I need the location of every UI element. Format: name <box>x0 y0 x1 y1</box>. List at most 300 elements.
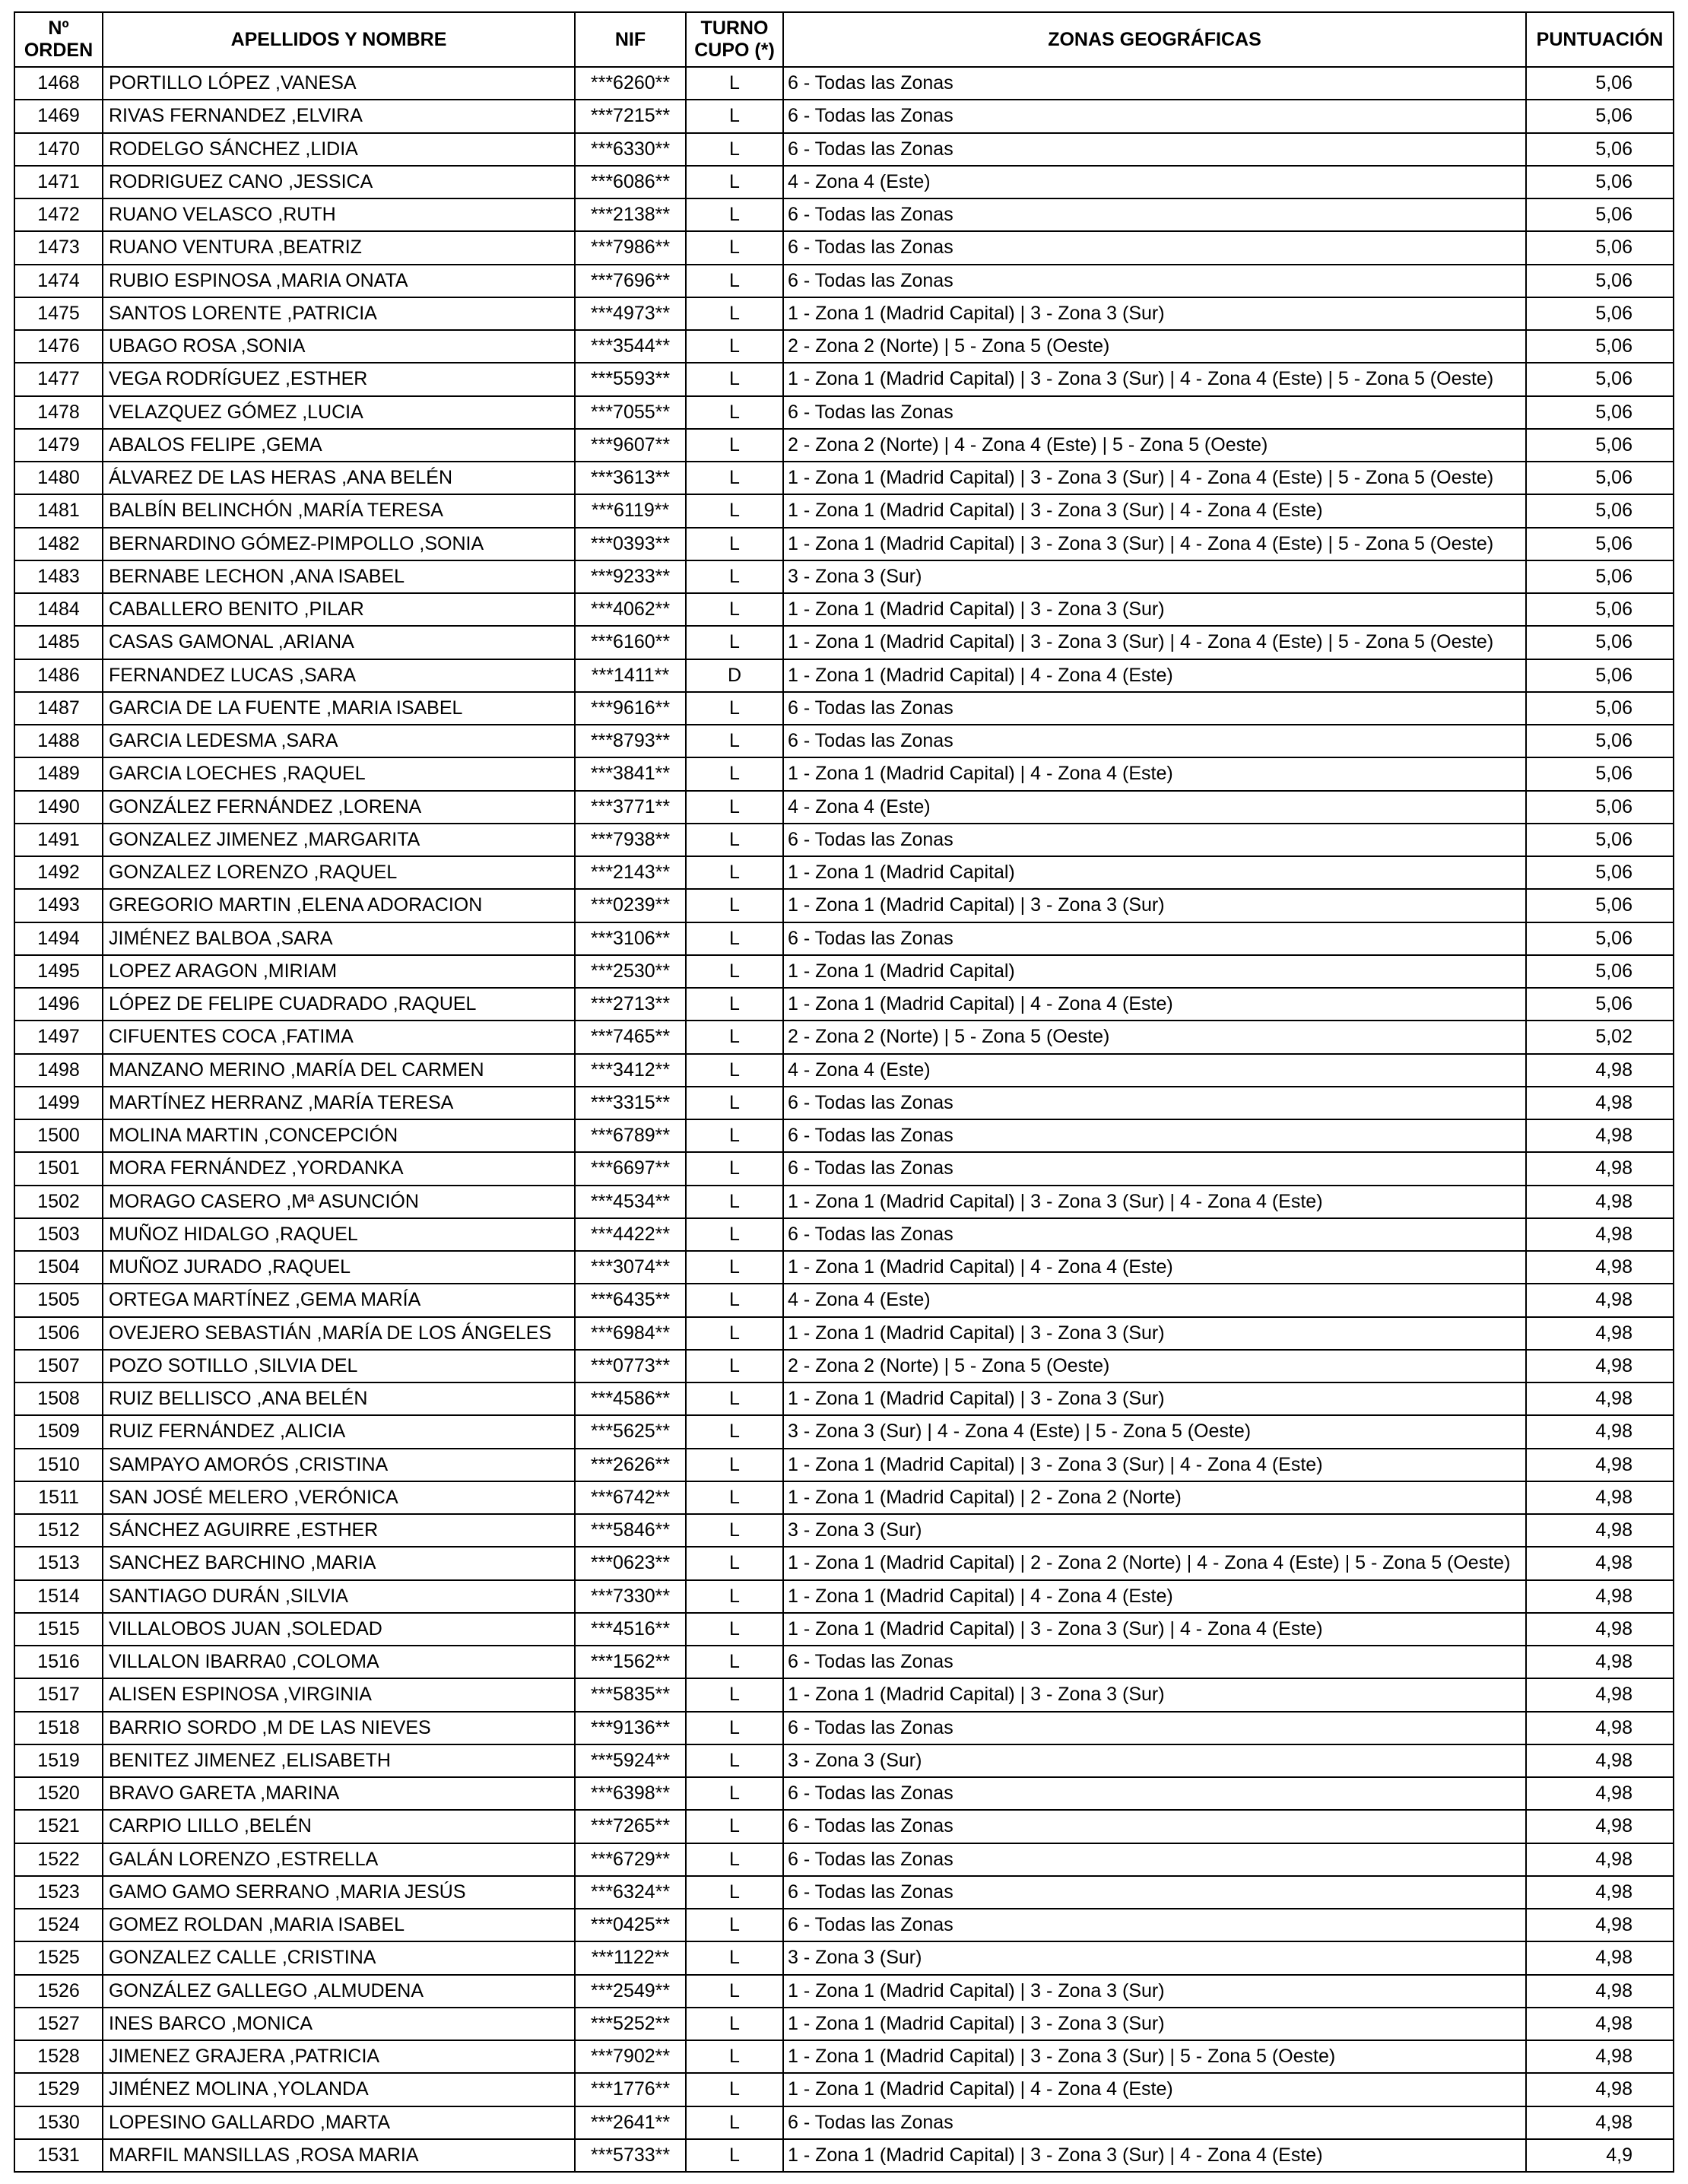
orden-cell: 1518 <box>15 1713 103 1745</box>
orden-cell: 1479 <box>15 430 103 462</box>
puntuacion-cell: 5,06 <box>1527 758 1674 791</box>
nombre-cell: FERNANDEZ LUCAS ,SARA <box>103 660 576 693</box>
turno-cell: L <box>687 100 784 133</box>
nif-cell: ***2143** <box>576 857 687 890</box>
zonas-cell: 6 - Todas las Zonas <box>784 1778 1527 1811</box>
nif-cell: ***2641** <box>576 2107 687 2140</box>
nif-cell: ***5924** <box>576 1745 687 1778</box>
nif-cell: ***5252** <box>576 2008 687 2041</box>
puntuacion-cell: 5,06 <box>1527 232 1674 265</box>
puntuacion-cell: 5,06 <box>1527 660 1674 693</box>
orden-cell: 1490 <box>15 792 103 824</box>
puntuacion-cell: 5,06 <box>1527 298 1674 331</box>
orden-cell: 1491 <box>15 824 103 857</box>
zonas-cell: 1 - Zona 1 (Madrid Capital) | 3 - Zona 3 (Sur) <box>784 594 1527 627</box>
turno-cell: L <box>687 1942 784 1975</box>
zonas-cell: 6 - Todas las Zonas <box>784 1877 1527 1909</box>
nif-cell: ***3074** <box>576 1252 687 1284</box>
orden-cell: 1500 <box>15 1120 103 1153</box>
zonas-cell: 1 - Zona 1 (Madrid Capital) | 4 - Zona 4 (Este) <box>784 660 1527 693</box>
nombre-cell: GARCIA LOECHES ,RAQUEL <box>103 758 576 791</box>
table-row <box>15 199 1674 232</box>
zonas-cell: 1 - Zona 1 (Madrid Capital) | 4 - Zona 4 (Este) <box>784 758 1527 791</box>
zonas-cell: 1 - Zona 1 (Madrid Capital) | 3 - Zona 3 (Sur) | 4 - Zona 4 (Este) <box>784 1449 1527 1482</box>
table-row <box>15 1745 1674 1778</box>
nif-cell: ***5593** <box>576 363 687 396</box>
nombre-cell: MOLINA MARTIN ,CONCEPCIÓN <box>103 1120 576 1153</box>
table-row <box>15 1976 1674 2008</box>
zonas-cell: 6 - Todas las Zonas <box>784 265 1527 298</box>
orden-cell: 1506 <box>15 1318 103 1351</box>
nombre-cell: RUANO VENTURA ,BEATRIZ <box>103 232 576 265</box>
zonas-cell: 1 - Zona 1 (Madrid Capital) | 3 - Zona 3 (Sur) <box>784 1679 1527 1712</box>
orden-cell: 1470 <box>15 134 103 167</box>
zonas-cell: 1 - Zona 1 (Madrid Capital) | 3 - Zona 3 (Sur) | 4 - Zona 4 (Este) | 5 - Zona 5 (Oeste) <box>784 462 1527 495</box>
orden-cell: 1512 <box>15 1515 103 1548</box>
nif-cell: ***3544** <box>576 331 687 363</box>
nif-cell: ***0425** <box>576 1909 687 1942</box>
zonas-cell: 6 - Todas las Zonas <box>784 1646 1527 1679</box>
zonas-cell: 6 - Todas las Zonas <box>784 397 1527 430</box>
puntuacion-cell: 4,98 <box>1527 1976 1674 2008</box>
zonas-cell: 6 - Todas las Zonas <box>784 1909 1527 1942</box>
zonas-cell: 1 - Zona 1 (Madrid Capital) | 4 - Zona 4 (Este) <box>784 989 1527 1021</box>
nombre-cell: ALISEN ESPINOSA ,VIRGINIA <box>103 1679 576 1712</box>
zonas-cell: 6 - Todas las Zonas <box>784 1811 1527 1843</box>
zonas-cell: 6 - Todas las Zonas <box>784 1219 1527 1252</box>
table-row <box>15 890 1674 922</box>
nombre-cell: MORAGO CASERO ,Mª ASUNCIÓN <box>103 1186 576 1219</box>
puntuacion-cell: 4,98 <box>1527 1219 1674 1252</box>
nombre-cell: GAMO GAMO SERRANO ,MARIA JESÚS <box>103 1877 576 1909</box>
puntuacion-cell: 4,98 <box>1527 1055 1674 1087</box>
orden-cell: 1513 <box>15 1548 103 1580</box>
orden-cell: 1494 <box>15 923 103 956</box>
zonas-cell: 1 - Zona 1 (Madrid Capital) | 3 - Zona 3 (Sur) <box>784 1318 1527 1351</box>
turno-cell: L <box>687 1219 784 1252</box>
nombre-cell: RIVAS FERNANDEZ ,ELVIRA <box>103 100 576 133</box>
orden-cell: 1531 <box>15 2140 103 2173</box>
table-row <box>15 1153 1674 1186</box>
nif-cell: ***5846** <box>576 1515 687 1548</box>
table-row <box>15 1811 1674 1843</box>
nombre-cell: LOPEZ ARAGON ,MIRIAM <box>103 956 576 989</box>
turno-cell: L <box>687 298 784 331</box>
table-row <box>15 1548 1674 1580</box>
zonas-cell: 6 - Todas las Zonas <box>784 725 1527 758</box>
orden-cell: 1517 <box>15 1679 103 1712</box>
zonas-cell: 6 - Todas las Zonas <box>784 1087 1527 1120</box>
nombre-cell: UBAGO ROSA ,SONIA <box>103 331 576 363</box>
puntuacion-cell: 5,06 <box>1527 363 1674 396</box>
puntuacion-cell: 5,06 <box>1527 693 1674 725</box>
puntuacion-cell: 4,98 <box>1527 1909 1674 1942</box>
zonas-cell: 1 - Zona 1 (Madrid Capital) | 2 - Zona 2 (Norte) <box>784 1482 1527 1515</box>
turno-cell: L <box>687 2140 784 2173</box>
puntuacion-cell: 5,06 <box>1527 495 1674 528</box>
nif-cell: ***2549** <box>576 1976 687 2008</box>
nombre-cell: RODELGO SÁNCHEZ ,LIDIA <box>103 134 576 167</box>
zonas-cell: 6 - Todas las Zonas <box>784 134 1527 167</box>
orden-cell: 1482 <box>15 529 103 561</box>
nif-cell: ***3106** <box>576 923 687 956</box>
zonas-cell: 1 - Zona 1 (Madrid Capital) | 2 - Zona 2 (Norte) | 4 - Zona 4 (Este) | 5 - Zona 5 (Oeste) <box>784 1548 1527 1580</box>
turno-cell: L <box>687 1351 784 1383</box>
puntuacion-cell: 4,98 <box>1527 1679 1674 1712</box>
turno-cell: L <box>687 561 784 594</box>
nombre-cell: SAN JOSÉ MELERO ,VERÓNICA <box>103 1482 576 1515</box>
orden-cell: 1526 <box>15 1976 103 2008</box>
table-row <box>15 561 1674 594</box>
table-row <box>15 2008 1674 2041</box>
zonas-cell: 6 - Todas las Zonas <box>784 923 1527 956</box>
puntuacion-cell: 5,06 <box>1527 134 1674 167</box>
table-row <box>15 1318 1674 1351</box>
nombre-cell: CASAS GAMONAL ,ARIANA <box>103 627 576 659</box>
nif-cell: ***6119** <box>576 495 687 528</box>
turno-cell: L <box>687 1811 784 1843</box>
zonas-cell: 3 - Zona 3 (Sur) <box>784 561 1527 594</box>
column-header-zonas: ZONAS GEOGRÁFICAS <box>784 13 1527 68</box>
column-header-turno: TURNO CUPO (*) <box>687 13 784 68</box>
orden-cell: 1485 <box>15 627 103 659</box>
orden-cell: 1487 <box>15 693 103 725</box>
turno-cell: L <box>687 890 784 922</box>
nif-cell: ***5733** <box>576 2140 687 2173</box>
puntuacion-cell: 4,98 <box>1527 1877 1674 1909</box>
zonas-cell: 1 - Zona 1 (Madrid Capital) | 3 - Zona 3 (Sur) | 5 - Zona 5 (Oeste) <box>784 2041 1527 2074</box>
zonas-cell: 2 - Zona 2 (Norte) | 5 - Zona 5 (Oeste) <box>784 1021 1527 1054</box>
puntuacion-cell: 5,06 <box>1527 824 1674 857</box>
orden-cell: 1525 <box>15 1942 103 1975</box>
nombre-cell: GONZÁLEZ FERNÁNDEZ ,LORENA <box>103 792 576 824</box>
nif-cell: ***6742** <box>576 1482 687 1515</box>
orden-cell: 1475 <box>15 298 103 331</box>
turno-cell: L <box>687 462 784 495</box>
nif-cell: ***6435** <box>576 1284 687 1317</box>
puntuacion-cell: 5,06 <box>1527 989 1674 1021</box>
nif-cell: ***4973** <box>576 298 687 331</box>
zonas-cell: 1 - Zona 1 (Madrid Capital) | 3 - Zona 3 (Sur) <box>784 298 1527 331</box>
table-row <box>15 989 1674 1021</box>
orden-cell: 1523 <box>15 1877 103 1909</box>
puntuacion-cell: 5,06 <box>1527 199 1674 232</box>
orden-cell: 1469 <box>15 100 103 133</box>
nif-cell: ***3841** <box>576 758 687 791</box>
orden-cell: 1489 <box>15 758 103 791</box>
turno-cell: L <box>687 1844 784 1877</box>
zonas-cell: 6 - Todas las Zonas <box>784 199 1527 232</box>
table-row <box>15 2074 1674 2106</box>
puntuacion-cell: 4,98 <box>1527 1318 1674 1351</box>
turno-cell: L <box>687 331 784 363</box>
orden-cell: 1508 <box>15 1383 103 1416</box>
zonas-cell: 1 - Zona 1 (Madrid Capital) | 4 - Zona 4 (Este) <box>784 2074 1527 2106</box>
puntuacion-cell: 4,98 <box>1527 1844 1674 1877</box>
orden-cell: 1468 <box>15 68 103 100</box>
turno-cell: L <box>687 1679 784 1712</box>
puntuacion-cell: 5,06 <box>1527 792 1674 824</box>
turno-cell: L <box>687 1120 784 1153</box>
table-row <box>15 1383 1674 1416</box>
nif-cell: ***6398** <box>576 1778 687 1811</box>
zonas-cell: 2 - Zona 2 (Norte) | 5 - Zona 5 (Oeste) <box>784 1351 1527 1383</box>
puntuacion-cell: 5,02 <box>1527 1021 1674 1054</box>
table-row <box>15 857 1674 890</box>
turno-cell: L <box>687 1909 784 1942</box>
puntuacion-cell: 5,06 <box>1527 725 1674 758</box>
orden-cell: 1484 <box>15 594 103 627</box>
puntuacion-cell: 5,06 <box>1527 956 1674 989</box>
zonas-cell: 4 - Zona 4 (Este) <box>784 167 1527 199</box>
puntuacion-cell: 4,98 <box>1527 1449 1674 1482</box>
puntuacion-cell: 4,98 <box>1527 2041 1674 2074</box>
orden-cell: 1493 <box>15 890 103 922</box>
puntuacion-cell: 5,06 <box>1527 265 1674 298</box>
turno-cell: L <box>687 1976 784 2008</box>
results-table <box>14 11 1674 2173</box>
zonas-cell: 6 - Todas las Zonas <box>784 2107 1527 2140</box>
nif-cell: ***9607** <box>576 430 687 462</box>
puntuacion-cell: 4,98 <box>1527 1186 1674 1219</box>
nif-cell: ***6330** <box>576 134 687 167</box>
table-row <box>15 1646 1674 1679</box>
nombre-cell: VEGA RODRÍGUEZ ,ESTHER <box>103 363 576 396</box>
nombre-cell: SÁNCHEZ AGUIRRE ,ESTHER <box>103 1515 576 1548</box>
orden-cell: 1496 <box>15 989 103 1021</box>
nif-cell: ***8793** <box>576 725 687 758</box>
turno-cell: L <box>687 1713 784 1745</box>
orden-cell: 1474 <box>15 265 103 298</box>
nif-cell: ***3412** <box>576 1055 687 1087</box>
orden-cell: 1504 <box>15 1252 103 1284</box>
nombre-cell: MORA FERNÁNDEZ ,YORDANKA <box>103 1153 576 1186</box>
table-row <box>15 1021 1674 1054</box>
orden-cell: 1528 <box>15 2041 103 2074</box>
nombre-cell: PORTILLO LÓPEZ ,VANESA <box>103 68 576 100</box>
table-row <box>15 956 1674 989</box>
column-header-orden: Nº ORDEN <box>15 13 103 68</box>
turno-cell: L <box>687 1745 784 1778</box>
orden-cell: 1507 <box>15 1351 103 1383</box>
puntuacion-cell: 4,98 <box>1527 1778 1674 1811</box>
table-row <box>15 1482 1674 1515</box>
nombre-cell: CIFUENTES COCA ,FATIMA <box>103 1021 576 1054</box>
nif-cell: ***0239** <box>576 890 687 922</box>
nombre-cell: JIMÉNEZ BALBOA ,SARA <box>103 923 576 956</box>
puntuacion-cell: 4,98 <box>1527 1745 1674 1778</box>
puntuacion-cell: 4,98 <box>1527 1482 1674 1515</box>
nombre-cell: MUÑOZ JURADO ,RAQUEL <box>103 1252 576 1284</box>
nombre-cell: GONZÁLEZ GALLEGO ,ALMUDENA <box>103 1976 576 2008</box>
nif-cell: ***6086** <box>576 167 687 199</box>
orden-cell: 1471 <box>15 167 103 199</box>
nombre-cell: CABALLERO BENITO ,PILAR <box>103 594 576 627</box>
zonas-cell: 2 - Zona 2 (Norte) | 5 - Zona 5 (Oeste) <box>784 331 1527 363</box>
turno-cell: L <box>687 2107 784 2140</box>
zonas-cell: 1 - Zona 1 (Madrid Capital) | 3 - Zona 3 (Sur) | 4 - Zona 4 (Este) | 5 - Zona 5 (Oeste) <box>784 529 1527 561</box>
zonas-cell: 6 - Todas las Zonas <box>784 232 1527 265</box>
nif-cell: ***4422** <box>576 1219 687 1252</box>
table-row <box>15 1877 1674 1909</box>
puntuacion-cell: 4,98 <box>1527 2008 1674 2041</box>
puntuacion-cell: 4,98 <box>1527 1153 1674 1186</box>
zonas-cell: 6 - Todas las Zonas <box>784 693 1527 725</box>
table-row <box>15 1416 1674 1449</box>
table-row <box>15 1087 1674 1120</box>
puntuacion-cell: 5,06 <box>1527 594 1674 627</box>
turno-cell: L <box>687 693 784 725</box>
puntuacion-cell: 4,98 <box>1527 1614 1674 1646</box>
turno-cell: L <box>687 824 784 857</box>
zonas-cell: 1 - Zona 1 (Madrid Capital) <box>784 857 1527 890</box>
nombre-cell: BENITEZ JIMENEZ ,ELISABETH <box>103 1745 576 1778</box>
zonas-cell: 1 - Zona 1 (Madrid Capital) | 3 - Zona 3 (Sur) | 4 - Zona 4 (Este) <box>784 495 1527 528</box>
table-row <box>15 1515 1674 1548</box>
turno-cell: L <box>687 1581 784 1614</box>
turno-cell: L <box>687 989 784 1021</box>
orden-cell: 1483 <box>15 561 103 594</box>
table-row <box>15 725 1674 758</box>
turno-cell: L <box>687 232 784 265</box>
nombre-cell: SANCHEZ BARCHINO ,MARIA <box>103 1548 576 1580</box>
zonas-cell: 6 - Todas las Zonas <box>784 1153 1527 1186</box>
puntuacion-cell: 4,98 <box>1527 1120 1674 1153</box>
orden-cell: 1480 <box>15 462 103 495</box>
puntuacion-cell: 4,98 <box>1527 1548 1674 1580</box>
turno-cell: L <box>687 1186 784 1219</box>
nif-cell: ***3315** <box>576 1087 687 1120</box>
table-row <box>15 462 1674 495</box>
nif-cell: ***6324** <box>576 1877 687 1909</box>
nif-cell: ***7265** <box>576 1811 687 1843</box>
turno-cell: L <box>687 529 784 561</box>
nif-cell: ***0623** <box>576 1548 687 1580</box>
turno-cell: L <box>687 199 784 232</box>
puntuacion-cell: 4,98 <box>1527 1252 1674 1284</box>
turno-cell: L <box>687 1284 784 1317</box>
zonas-cell: 3 - Zona 3 (Sur) <box>784 1515 1527 1548</box>
table-row <box>15 594 1674 627</box>
table-row <box>15 1942 1674 1975</box>
nif-cell: ***7938** <box>576 824 687 857</box>
orden-cell: 1516 <box>15 1646 103 1679</box>
turno-cell: L <box>687 1383 784 1416</box>
nombre-cell: RUBIO ESPINOSA ,MARIA ONATA <box>103 265 576 298</box>
puntuacion-cell: 4,98 <box>1527 1515 1674 1548</box>
orden-cell: 1499 <box>15 1087 103 1120</box>
nombre-cell: GONZALEZ CALLE ,CRISTINA <box>103 1942 576 1975</box>
table-row <box>15 1581 1674 1614</box>
table-row <box>15 923 1674 956</box>
turno-cell: L <box>687 1449 784 1482</box>
zonas-cell: 1 - Zona 1 (Madrid Capital) | 3 - Zona 3 (Sur) <box>784 1976 1527 2008</box>
zonas-cell: 3 - Zona 3 (Sur) <box>784 1745 1527 1778</box>
nif-cell: ***1411** <box>576 660 687 693</box>
orden-cell: 1501 <box>15 1153 103 1186</box>
nombre-cell: VELAZQUEZ GÓMEZ ,LUCIA <box>103 397 576 430</box>
table-row <box>15 68 1674 100</box>
puntuacion-cell: 5,06 <box>1527 331 1674 363</box>
nif-cell: ***9136** <box>576 1713 687 1745</box>
nombre-cell: GOMEZ ROLDAN ,MARIA ISABEL <box>103 1909 576 1942</box>
table-row <box>15 1186 1674 1219</box>
nombre-cell: LÓPEZ DE FELIPE CUADRADO ,RAQUEL <box>103 989 576 1021</box>
table-row <box>15 100 1674 133</box>
zonas-cell: 1 - Zona 1 (Madrid Capital) | 3 - Zona 3 (Sur) | 4 - Zona 4 (Este) <box>784 2140 1527 2173</box>
nif-cell: ***9616** <box>576 693 687 725</box>
turno-cell: L <box>687 1055 784 1087</box>
nombre-cell: GREGORIO MARTIN ,ELENA ADORACION <box>103 890 576 922</box>
table-row <box>15 824 1674 857</box>
table-row <box>15 1713 1674 1745</box>
nombre-cell: BERNARDINO GÓMEZ-PIMPOLLO ,SONIA <box>103 529 576 561</box>
turno-cell: L <box>687 1646 784 1679</box>
turno-cell: L <box>687 725 784 758</box>
table-row <box>15 792 1674 824</box>
nombre-cell: SAMPAYO AMORÓS ,CRISTINA <box>103 1449 576 1482</box>
nif-cell: ***4534** <box>576 1186 687 1219</box>
table-row <box>15 1449 1674 1482</box>
nombre-cell: ABALOS FELIPE ,GEMA <box>103 430 576 462</box>
orden-cell: 1497 <box>15 1021 103 1054</box>
turno-cell: L <box>687 857 784 890</box>
nombre-cell: BERNABE LECHON ,ANA ISABEL <box>103 561 576 594</box>
turno-cell: L <box>687 2074 784 2106</box>
nombre-cell: RUANO VELASCO ,RUTH <box>103 199 576 232</box>
turno-cell: L <box>687 956 784 989</box>
table-row <box>15 660 1674 693</box>
table-row <box>15 265 1674 298</box>
nombre-cell: GALÁN LORENZO ,ESTRELLA <box>103 1844 576 1877</box>
nif-cell: ***0773** <box>576 1351 687 1383</box>
table-row <box>15 232 1674 265</box>
table-row <box>15 1055 1674 1087</box>
turno-cell: L <box>687 2008 784 2041</box>
puntuacion-cell: 5,06 <box>1527 430 1674 462</box>
zonas-cell: 3 - Zona 3 (Sur) | 4 - Zona 4 (Este) | 5 - Zona 5 (Oeste) <box>784 1416 1527 1449</box>
turno-cell: L <box>687 430 784 462</box>
orden-cell: 1515 <box>15 1614 103 1646</box>
puntuacion-cell: 4,98 <box>1527 1713 1674 1745</box>
table-row <box>15 1252 1674 1284</box>
column-header-nif: NIF <box>576 13 687 68</box>
table-row <box>15 693 1674 725</box>
nombre-cell: ÁLVAREZ DE LAS HERAS ,ANA BELÉN <box>103 462 576 495</box>
turno-cell: L <box>687 1252 784 1284</box>
puntuacion-cell: 4,98 <box>1527 1811 1674 1843</box>
nombre-cell: VILLALOBOS JUAN ,SOLEDAD <box>103 1614 576 1646</box>
zonas-cell: 1 - Zona 1 (Madrid Capital) | 3 - Zona 3 (Sur) <box>784 2008 1527 2041</box>
puntuacion-cell: 4,98 <box>1527 2107 1674 2140</box>
turno-cell: L <box>687 1482 784 1515</box>
nif-cell: ***7465** <box>576 1021 687 1054</box>
nif-cell: ***1562** <box>576 1646 687 1679</box>
orden-cell: 1481 <box>15 495 103 528</box>
zonas-cell: 1 - Zona 1 (Madrid Capital) | 3 - Zona 3 (Sur) <box>784 1383 1527 1416</box>
nif-cell: ***2530** <box>576 956 687 989</box>
nif-cell: ***6160** <box>576 627 687 659</box>
turno-cell: L <box>687 1087 784 1120</box>
turno-cell: L <box>687 1877 784 1909</box>
table-row <box>15 2041 1674 2074</box>
nif-cell: ***7215** <box>576 100 687 133</box>
puntuacion-cell: 5,06 <box>1527 462 1674 495</box>
nif-cell: ***1776** <box>576 2074 687 2106</box>
table-row <box>15 298 1674 331</box>
zonas-cell: 1 - Zona 1 (Madrid Capital) | 4 - Zona 4 (Este) <box>784 1252 1527 1284</box>
zonas-cell: 6 - Todas las Zonas <box>784 100 1527 133</box>
